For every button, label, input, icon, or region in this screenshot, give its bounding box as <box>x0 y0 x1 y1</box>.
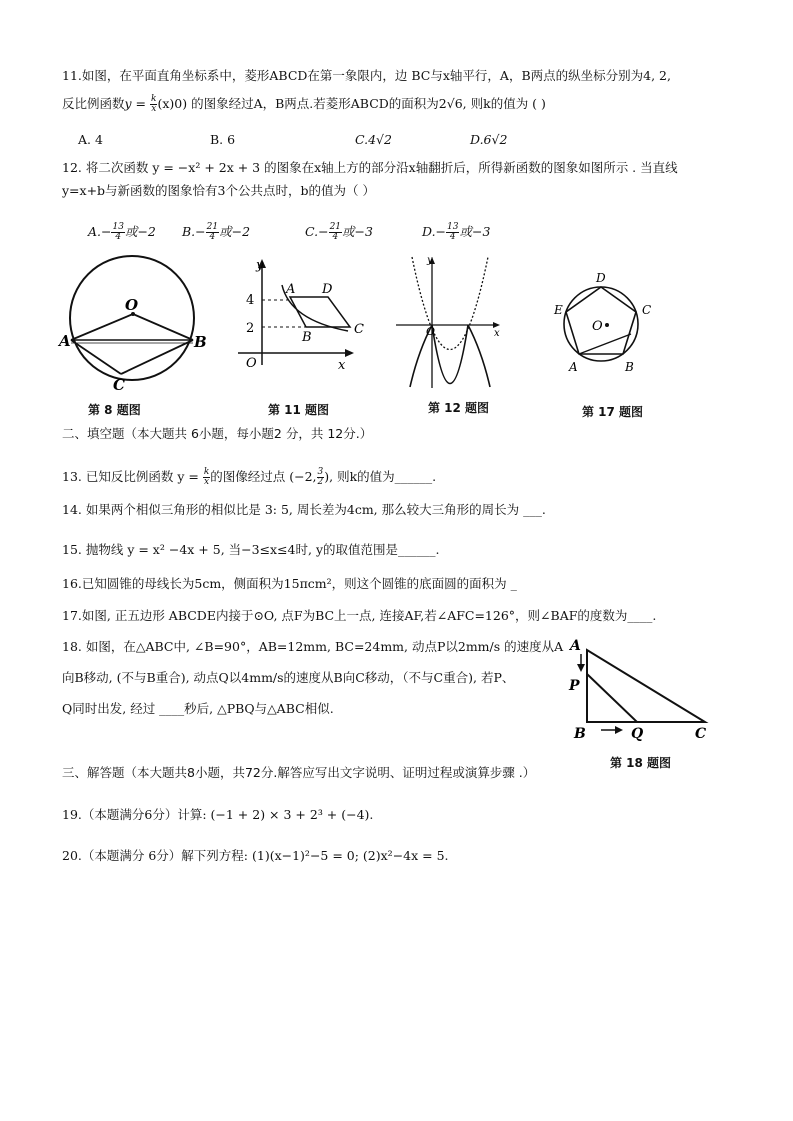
q12-a-suffix: 或−2 <box>124 224 156 239</box>
q13-pden: 2 <box>317 477 324 487</box>
q12-d-frac <box>446 223 459 242</box>
q12-b-frac <box>206 223 219 242</box>
q12-c-prefix: C.− <box>305 224 329 239</box>
fig18-label-p: P <box>569 678 580 694</box>
q13-post: ), 则k的值为______. <box>324 469 437 484</box>
fig17-caption: 第 17 题图 <box>582 405 644 419</box>
q12-b-num: 21 <box>206 222 219 232</box>
q12-line2: y=x+b与新函数的图象恰有3个公共点时，b的值为（ ） <box>62 183 375 198</box>
fig18-label-q: Q <box>631 726 644 742</box>
section-3-heading: 三、解答题（本大题共8小题，共72分.解答应写出文字说明、证明过程或演算步骤 .） <box>62 765 536 780</box>
fig8-label-o: O <box>125 296 139 314</box>
fig18-pq-line <box>587 674 637 722</box>
q11-option-a: A. 4 <box>78 132 103 147</box>
fig12-right-branch <box>468 325 490 387</box>
q12-a-prefix: A.− <box>88 224 112 239</box>
fig18-triangle <box>587 650 705 722</box>
fig12-label-o: O <box>426 325 436 338</box>
fig11-label-o: O <box>246 356 257 371</box>
q11-option-d: D.6√2 <box>470 132 508 147</box>
fig11-x-arrow <box>345 349 354 357</box>
q12-c-frac <box>329 223 342 242</box>
fig11-label-2: 2 <box>246 321 255 336</box>
fig8-label-a: A <box>59 332 71 350</box>
q12-option-c <box>305 222 373 242</box>
q11-line2-post: 的图象经过A，B两点.若菱形ABCD的面积为2√6, 则k的值为 ( ) <box>187 96 546 111</box>
q11-func-den: x <box>151 104 157 114</box>
figure-18 <box>565 634 725 746</box>
fig11-label-4: 4 <box>246 293 255 308</box>
q11-option-b: B. 6 <box>210 132 236 147</box>
q12-d-den: 4 <box>449 232 456 242</box>
q17: 17.如图, 正五边形 ABCDE内接于⊙O, 点F为BC上一点, 连接AF,若∠AFC=126°，则∠BAF的度数为____. <box>62 608 657 623</box>
fig18-label-b: B <box>574 726 586 742</box>
section-2-heading: 二、填空题（本大题共 6小题，每小题2 分，共 12分.） <box>62 426 373 441</box>
q12-a-den: 4 <box>115 232 122 242</box>
q11-option-c: C.4√2 <box>355 132 392 147</box>
q12-line1: 12. 将二次函数 y = −x² + 2x + 3 的图象在x轴上方的部分沿x轴翻折后，所得新函数的图象如图所示 . 当直线 <box>62 160 678 175</box>
q12-option-d <box>422 222 490 242</box>
figure-11 <box>238 255 373 375</box>
q12-b-suffix: 或−2 <box>219 224 251 239</box>
fig8-oa-line <box>71 314 133 340</box>
q20: 20.（本题满分 6分）解下列方程: (1)(x−1)²−5 = 0; (2)x²−4x = 5. <box>62 848 449 863</box>
q19: 19.（本题满分6分）计算: (−1 + 2) × 3 + 2³ + (−4). <box>62 807 374 822</box>
q13-pre: 13. 已知反比例函数 y = <box>62 469 203 484</box>
figure-12 <box>392 252 504 392</box>
fig17-label-c: C <box>642 303 652 317</box>
fig11-label-a: A <box>286 282 296 297</box>
q11-line2 <box>62 94 546 114</box>
figure-8 <box>55 248 215 398</box>
fig8-cb-line <box>121 340 193 374</box>
fig8-ob-line <box>133 314 193 340</box>
fig11-label-b: B <box>302 330 312 345</box>
q18-line1: 18. 如图，在△ABC中, ∠B=90°，AB=12mm, BC=24mm, 动点P以2mm/s 的速度从A <box>62 639 564 654</box>
fig8-circle <box>70 256 194 380</box>
q11-line2-pre: 反比例函数 <box>62 96 125 111</box>
q12-c-den: 4 <box>332 232 339 242</box>
q12-d-num: 13 <box>447 222 459 232</box>
fig12-original-parabola <box>412 257 488 350</box>
fig18-label-a: A <box>570 638 581 654</box>
fig17-label-d: D <box>596 271 606 285</box>
fig18-arrow-p-head <box>577 664 585 672</box>
fig8-caption: 第 8 题图 <box>88 403 141 417</box>
fig12-label-x: x <box>494 328 500 339</box>
q12-a-frac <box>111 223 124 242</box>
q11-func: y = <box>124 96 150 111</box>
q11-func-cond: (x)0) <box>157 96 188 111</box>
q12-option-a <box>88 222 156 242</box>
q12-d-prefix: D.− <box>422 224 447 239</box>
q13-pnum: 3 <box>317 467 324 477</box>
fig12-hidden <box>432 284 468 326</box>
fig12-folded-part <box>432 325 468 384</box>
q12-c-num: 21 <box>329 222 342 232</box>
q18-line2: 向B移动, (不与B重合), 动点Q以4mm/s的速度从B向C移动，（不与C重合), 若P、 <box>62 670 515 685</box>
q12-c-suffix: 或−3 <box>342 224 373 239</box>
fig17-center-dot <box>605 323 609 327</box>
q12-b-prefix: B.− <box>182 224 206 239</box>
fig17-label-e: E <box>554 303 563 317</box>
fig18-label-c: C <box>695 726 707 742</box>
figure-17 <box>545 262 665 377</box>
fig11-caption: 第 11 题图 <box>268 403 330 417</box>
q12-b-den: 4 <box>209 232 216 242</box>
q18-line3: Q同时出发, 经过 ____秒后, △PBQ与△ABC相似. <box>62 701 334 716</box>
q12-d-suffix: 或−3 <box>459 224 491 239</box>
fig17-label-b: B <box>625 360 634 374</box>
fig11-label-y: y <box>256 258 264 273</box>
q13-den: x <box>204 477 210 487</box>
fig18-arrow-q-head <box>615 726 623 734</box>
fig18-caption: 第 18 题图 <box>610 756 672 770</box>
fig17-label-a: A <box>569 360 578 374</box>
q14: 14. 如果两个相似三角形的相似比是 3: 5, 周长差为4cm, 那么较大三角形的周长为 ___. <box>62 502 546 517</box>
fig11-label-c: C <box>354 322 364 337</box>
fig17-label-o: O <box>592 319 603 334</box>
fig11-label-d: D <box>322 282 333 297</box>
q13-mid: 的图像经过点 (−2, <box>210 469 317 484</box>
fig8-label-c: C <box>113 376 125 394</box>
q12-option-b <box>182 222 250 242</box>
fig8-label-b: B <box>194 333 207 351</box>
fig11-label-x: x <box>338 358 346 373</box>
q13-num: k <box>203 467 210 477</box>
fig12-label-y: y <box>427 255 433 266</box>
q16: 16.已知圆锥的母线长为5cm，侧面积为15πcm²，则这个圆锥的底面圆的面积为 _ <box>62 576 517 591</box>
fig12-caption: 第 12 题图 <box>428 401 490 415</box>
q11-line1: 11.如图，在平面直角坐标系中，菱形ABCD在第一象限内，边 BC与x轴平行，A，B两点的纵坐标分别为4, 2, <box>62 68 671 83</box>
q13 <box>62 467 436 487</box>
q15: 15. 抛物线 y = x² −4x + 5, 当−3≤x≤4时, y的取值范围是______. <box>62 542 440 557</box>
q12-a-num: 13 <box>112 222 124 232</box>
q11-func-num: k <box>151 94 157 104</box>
